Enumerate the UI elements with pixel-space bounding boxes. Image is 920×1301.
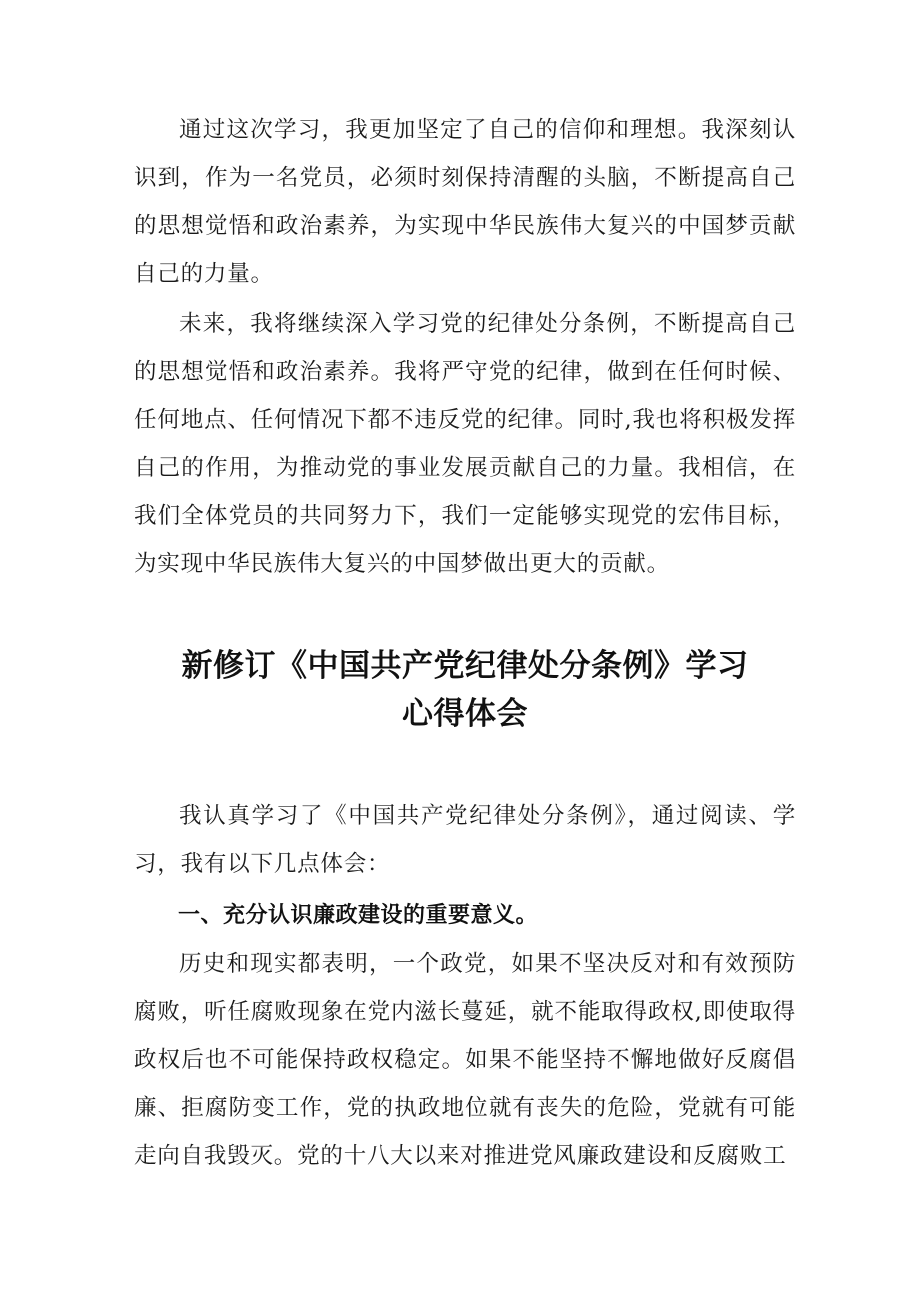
paragraph-section1-body: 历史和现实都表明，一个政党，如果不坚决反对和有效预防腐败，听任腐败现象在党内滋长蔓延，就不能取得政权,即使取得政权后也不可能保持政权稳定。如果不能坚持不懈地做好反腐倡廉、拒腐防变工作，党的执政地位就有丧失的危险，党就有可能走向自我毁灭。党的十八大以来对推进党风廉政建设和反腐败工 xyxy=(134,951,796,1169)
section-heading-1: 一、充分认识廉政建设的重要意义。 xyxy=(178,903,539,928)
paragraph-intro: 我认真学习了《中国共产党纪律处分条例》，通过阅读、学习，我有以下几点体会： xyxy=(134,803,796,877)
paragraph-faith: 通过这次学习，我更加坚定了自己的信仰和理想。我深刻认识到，作为一名党员，必须时刻保持清醒的头脑，不断提高自己的思想觉悟和政治素养，为实现中华民族伟大复兴的中国梦贡献自己的力量。 xyxy=(134,117,796,287)
paragraph-future: 未来，我将继续深入学习党的纪律处分条例，不断提高自己的思想觉悟和政治素养。我将严守党的纪律，做到在任何时候、任何地点、任何情况下都不违反党的纪律。同时,我也将积极发挥自己的作用，为推动党的事业发展贡献自己的力量。我相信，在我们全体党员的共同努力下，我们一定能够实现党的宏伟目标，为实现中华民族伟大复兴的中国梦做出更大的贡献。 xyxy=(134,311,796,577)
article-title xyxy=(134,642,796,738)
document-page xyxy=(134,106,796,1180)
title-line-2: 心得体会 xyxy=(402,696,528,732)
title-line-1: 新修订《中国共产党纪律处分条例》学习 xyxy=(181,648,749,684)
